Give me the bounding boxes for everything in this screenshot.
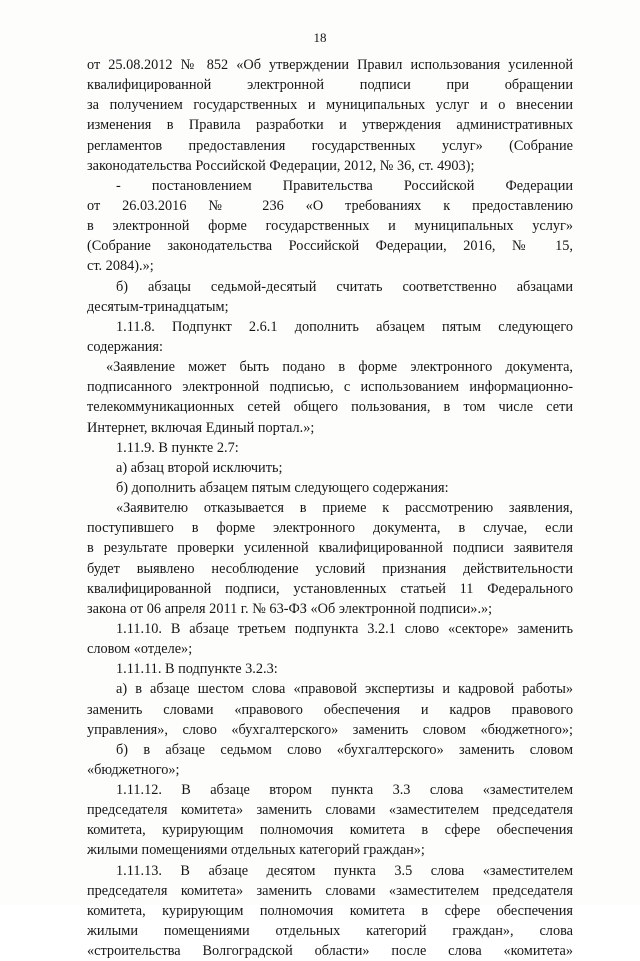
text-line: будет выявлено несоблюдение условий признания действительности bbox=[87, 560, 573, 577]
text-line: Интернет, включая Единый портал.»; bbox=[87, 419, 315, 436]
text-line: 1.11.13. В абзаце десятом пункта 3.5 слова «заместителем bbox=[116, 862, 573, 879]
text-line: в результате проверки усиленной квалифицированной подписи заявителя bbox=[87, 540, 573, 557]
text-line: «бюджетного»; bbox=[87, 761, 180, 778]
text-line: «Заявление может быть подано в форме электронного документа, bbox=[106, 359, 573, 376]
text-line: жилыми помещениями отдельных категорий граждан»; bbox=[87, 842, 425, 859]
text-line: закона от 06 апреля 2011 г. № 63-ФЗ «Об электронной подписи».»; bbox=[87, 600, 493, 617]
text-line: председателя комитета» заменить словами «заместителем председателя bbox=[87, 882, 573, 899]
text-line: от 26.03.2016 № 236 «О требованиях к предоставлению bbox=[87, 197, 573, 214]
text-line: заменить словами «правового обеспечения и кадров правового bbox=[87, 701, 573, 718]
text-line: управления», слово «бухгалтерского» заменить словом «бюджетного»; bbox=[87, 721, 573, 738]
text-line: 1.11.10. В абзаце третьем подпункта 3.2.1 слово «секторе» заменить bbox=[116, 620, 573, 637]
text-line: а) абзац второй исключить; bbox=[116, 459, 283, 476]
text-line: «Заявителю отказывается в приеме к рассмотрению заявления, bbox=[116, 500, 573, 517]
text-line: жилыми помещениями отдельных категорий граждан», слова bbox=[87, 923, 573, 940]
text-line: ст. 2084).»; bbox=[87, 258, 154, 275]
text-line: (Собрание законодательства Российской Федерации, 2016, № 15, bbox=[87, 238, 573, 255]
text-line: а) в абзаце шестом слова «правовой экспертизы и кадровой работы» bbox=[116, 681, 573, 698]
text-line: подписанного электронной подписью, с использованием информационно- bbox=[87, 379, 573, 396]
text-line: квалифицированной подписи, установленных статьей 11 Федерального bbox=[87, 580, 573, 597]
text-line: поступившего в форме электронного документа, в случае, если bbox=[87, 520, 573, 537]
text-line: «строительства Волгоградской области» после слова «комитета» bbox=[87, 943, 573, 960]
text-line: квалифицированной электронной подписи при обращении bbox=[87, 77, 573, 94]
text-line: в электронной форме государственных и муниципальных услуг» bbox=[87, 218, 573, 235]
text-line: комитета, курирующим полномочия комитета в сфере обеспечения bbox=[87, 822, 573, 839]
text-line: регламентов предоставления государственных услуг» (Собрание bbox=[87, 137, 573, 154]
text-line: за получением государственных и муниципальных услуг и о внесении bbox=[87, 97, 573, 114]
text-line: 1.11.12. В абзаце втором пункта 3.3 слова «заместителем bbox=[116, 782, 573, 799]
text-line: - постановлением Правительства Российской Федерации bbox=[116, 177, 573, 194]
text-line: председателя комитета» заменить словами «заместителем председателя bbox=[87, 802, 573, 819]
text-line: 1.11.11. В подпункте 3.2.3: bbox=[116, 661, 278, 678]
text-line: б) в абзаце седьмом слово «бухгалтерского» заменить словом bbox=[116, 741, 573, 758]
text-line: 1.11.8. Подпункт 2.6.1 дополнить абзацем пятым следующего bbox=[116, 318, 573, 335]
text-line: б) абзацы седьмой-десятый считать соответственно абзацами bbox=[116, 278, 573, 295]
text-line: изменения в Правила разработки и утверждения административных bbox=[87, 117, 573, 134]
text-line: законодательства Российской Федерации, 2012, № 36, ст. 4903); bbox=[87, 157, 475, 174]
text-line: б) дополнить абзацем пятым следующего содержания: bbox=[116, 479, 449, 496]
text-line: содержания: bbox=[87, 338, 163, 355]
page-number: 18 bbox=[313, 30, 327, 45]
text-line: телекоммуникационных сетей общего пользования, в том числе сети bbox=[87, 399, 573, 416]
text-line: 1.11.9. В пункте 2.7: bbox=[116, 439, 239, 456]
text-line: комитета, курирующим полномочия комитета в сфере обеспечения bbox=[87, 902, 573, 919]
text-line: десятым-тринадцатым; bbox=[87, 298, 229, 315]
text-line: словом «отделе»; bbox=[87, 641, 193, 658]
document-body bbox=[87, 55, 573, 961]
text-line: от 25.08.2012 № 852 «Об утверждении Правил использования усиленной bbox=[87, 57, 573, 73]
